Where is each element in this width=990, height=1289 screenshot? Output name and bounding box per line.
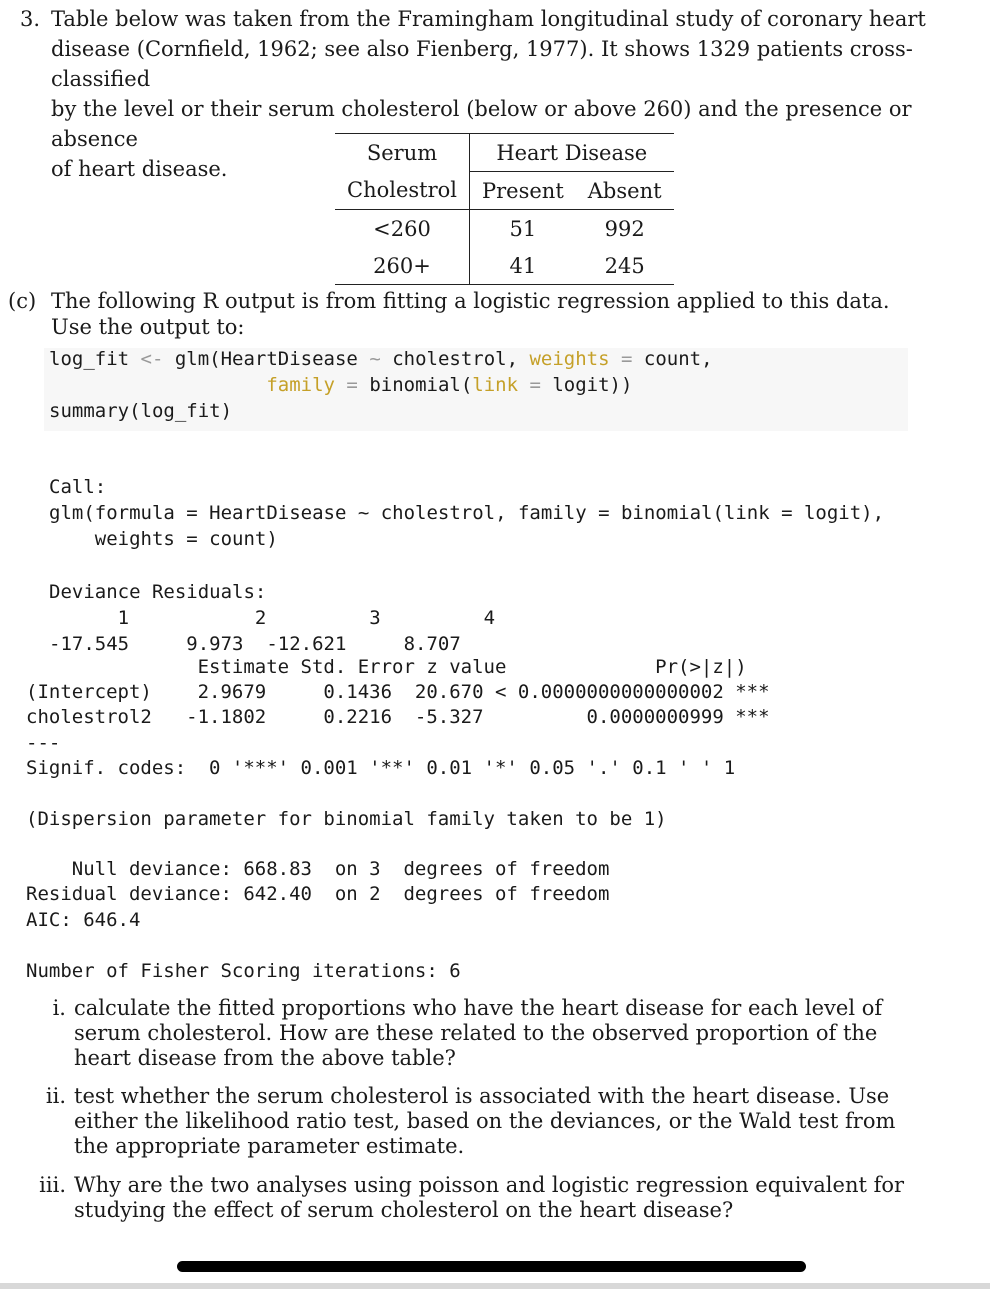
- subpart-ii: [32, 1084, 972, 1159]
- question-line: disease (Cornfield, 1962; see also Fienberg, 1977). It shows 1329 patients cross-classified: [51, 37, 913, 91]
- deviance-header: 1 2 3 4: [49, 607, 496, 629]
- subpart-label: iii.: [39, 1173, 66, 1197]
- part-c-line: The following R output is from fitting a logistic regression applied to this data.: [51, 289, 890, 313]
- null-deviance: Null deviance: 668.83 on 3 degrees of freedom: [26, 858, 610, 880]
- subpart-i: [32, 996, 972, 1071]
- contingency-table: [335, 133, 674, 285]
- part-c-line: Use the output to:: [51, 315, 245, 339]
- table-header-serum: Serum: [335, 134, 470, 172]
- question-line: Table below was taken from the Framingham longitudinal study of coronary heart: [51, 7, 926, 31]
- dispersion-note: (Dispersion parameter for binomial family taken to be 1): [26, 808, 667, 830]
- residual-deviance: Residual deviance: 642.40 on 2 degrees of freedom: [26, 883, 610, 905]
- coef-row: (Intercept) 2.9679 0.1436 20.670 < 0.0000000000000002 ***: [26, 681, 770, 703]
- deviance-label: Deviance Residuals:: [49, 581, 267, 603]
- question-line: of heart disease.: [51, 157, 228, 181]
- code-line-1: log_fit <- glm(HeartDisease ~ cholestrol, weights = count,: [49, 348, 713, 370]
- row-present: 51: [509, 216, 537, 241]
- coef-row: cholestrol2 -1.1802 0.2216 -5.327 0.0000000999 ***: [26, 706, 770, 728]
- subpart-line: either the likelihood ratio test, based on the deviances, or the Wald test from: [74, 1109, 896, 1133]
- subpart-line: test whether the serum cholesterol is associated with the heart disease. Use: [74, 1084, 890, 1108]
- row-level: 260+: [335, 247, 470, 285]
- home-indicator[interactable]: [177, 1261, 806, 1272]
- aic-value: AIC: 646.4: [26, 909, 141, 931]
- subpart-line: Why are the two analyses using poisson and logistic regression equivalent for: [74, 1173, 905, 1197]
- row-present: 41: [470, 247, 576, 285]
- table-header-cholestrol: Cholestrol: [335, 172, 470, 210]
- table-row: [335, 247, 674, 285]
- part-c-label: (c): [8, 289, 37, 313]
- fisher-iterations: Number of Fisher Scoring iterations: 6: [26, 960, 461, 982]
- question-number: 3.: [20, 7, 41, 31]
- output-call-label: Call:: [49, 476, 107, 498]
- table-row: [335, 210, 674, 248]
- output-separator: ---: [26, 732, 61, 754]
- signif-codes: Signif. codes: 0 '***' 0.001 '**' 0.01 '*' 0.05 '.' 0.1 ' ' 1: [26, 757, 736, 779]
- subpart-line: the appropriate parameter estimate.: [74, 1134, 465, 1158]
- code-line-3: summary(log_fit): [49, 400, 233, 422]
- code-line-2: family = binomial(link = logit)): [266, 374, 633, 396]
- row-level: <260: [335, 210, 470, 248]
- subpart-line: calculate the fitted proportions who have the heart disease for each level of: [74, 996, 883, 1020]
- subpart-line: studying the effect of serum cholesterol on the heart disease?: [74, 1198, 734, 1222]
- question-line: by the level or their serum cholesterol (below or above 260) and the presence or absence: [51, 97, 912, 151]
- row-absent: 245: [576, 247, 674, 285]
- table-header-absent: Absent: [576, 172, 674, 210]
- coef-header: Estimate Std. Error z value Pr(>|z|): [26, 656, 747, 678]
- row-absent: 992: [604, 216, 645, 241]
- table-header-present: Present: [470, 172, 576, 210]
- subpart-line: heart disease from the above table?: [74, 1046, 456, 1070]
- table-header-heart-disease: Heart Disease: [470, 134, 674, 172]
- code-block: [44, 348, 908, 431]
- output-call-line: glm(formula = HeartDisease ~ cholestrol, family = binomial(link = logit),: [49, 502, 885, 524]
- output-call-line: weights = count): [49, 528, 278, 550]
- subpart-iii: [32, 1173, 972, 1223]
- subpart-label: i.: [52, 996, 66, 1020]
- part-c: [8, 286, 968, 342]
- bottom-edge: [0, 1283, 990, 1289]
- subpart-line: serum cholesterol. How are these related to the observed proportion of the: [74, 1021, 878, 1045]
- deviance-values: -17.545 9.973 -12.621 8.707: [49, 633, 461, 655]
- subpart-label: ii.: [45, 1084, 66, 1108]
